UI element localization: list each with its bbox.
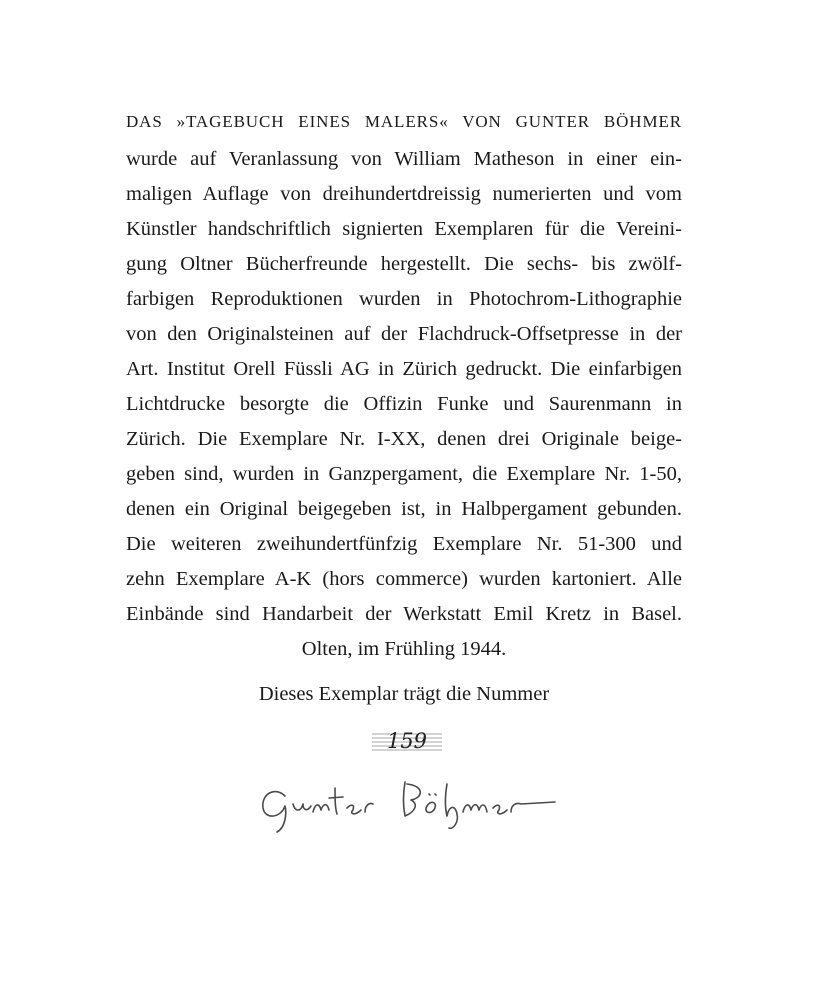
colophon-text-line: Künstler handschriftlich signierten Exemplaren für die Vereini- (126, 218, 682, 240)
colophon-text-line: geben sind, wurden in Ganzpergament, die Exemplare Nr. 1-50, (126, 463, 682, 485)
colophon-text-line: Die weiteren zweihundertfünfzig Exemplare Nr. 51-300 und (126, 533, 682, 555)
colophon-text-line: Art. Institut Orell Füssli AG in Zürich gedruckt. Die einfarbigen (126, 358, 682, 380)
copy-number: 159 (386, 729, 428, 753)
colophon-text-line: gung Oltner Bücherfreunde hergestellt. Die sechs- bis zwölf- (126, 253, 682, 275)
colophon-text-line: von den Originalsteinen auf der Flachdruck-Offsetpresse in der (126, 323, 682, 345)
colophon-text-line: Lichtdrucke besorgte die Offizin Funke und Saurenmann in (126, 393, 682, 415)
place-date-line: Olten, im Frühling 1944. (301, 638, 507, 660)
colophon-text-line: wurde auf Veranlassung von William Matheson in einer ein- (126, 148, 682, 170)
colophon-heading: DAS »TAGEBUCH EINES MALERS« VON GUNTER BÖHMER (126, 112, 682, 131)
colophon-text-line: Zürich. Die Exemplare Nr. I-XX, denen drei Originale beige- (126, 428, 682, 450)
colophon-text-line: zehn Exemplare A-K (hors commerce) wurden kartoniert. Alle (126, 568, 682, 590)
colophon-text-line: Einbände sind Handarbeit der Werkstatt Emil Kretz in Basel. (126, 603, 682, 625)
copy-statement: Dieses Exemplar trägt die Nummer (258, 683, 550, 705)
handwritten-signature (255, 768, 565, 838)
copy-number-field (370, 728, 444, 754)
colophon-text-line: farbigen Reproduktionen wurden in Photochrom-Lithographie (126, 288, 682, 310)
colophon-text-line: maligen Auflage von dreihundertdreissig numerierten und vom (126, 183, 682, 205)
colophon-text-line: denen ein Original beigegeben ist, in Halbpergament gebunden. (126, 498, 682, 520)
